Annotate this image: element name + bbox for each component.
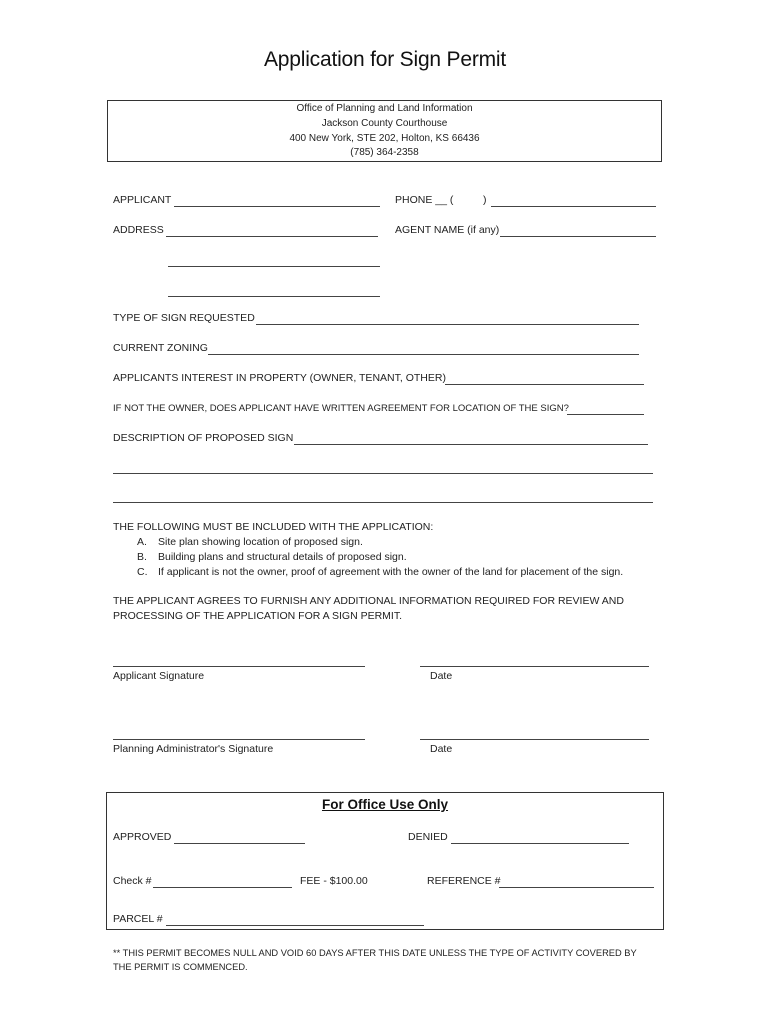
fee-label: FEE - $100.00 [300, 875, 368, 887]
applicant-label: APPLICANT [113, 194, 172, 206]
office-use-box [106, 792, 664, 930]
footer-note-line-1: ** THIS PERMIT BECOMES NULL AND VOID 60 DAYS AFTER THIS DATE UNLESS THE TYPE OF ACTIVITY COVERED BY [113, 948, 637, 958]
address-field-2[interactable] [168, 265, 380, 267]
office-address-box [107, 100, 662, 162]
applicant-date-field[interactable] [420, 665, 649, 667]
description-label: DESCRIPTION OF PROPOSED SIGN [113, 432, 294, 444]
requirement-item: Building plans and structural details of proposed sign. [158, 551, 407, 563]
applicant-field[interactable] [174, 205, 380, 207]
address-field-1[interactable] [166, 235, 378, 237]
agreement-line-2: PROCESSING OF THE APPLICATION FOR A SIGN PERMIT. [113, 610, 403, 622]
denied-label: DENIED [408, 831, 448, 843]
administrator-signature-field[interactable] [113, 738, 365, 740]
phone-paren: ) [483, 194, 487, 206]
written-agreement-field[interactable] [567, 413, 644, 415]
applicant-signature-label: Applicant Signature [113, 670, 205, 682]
applicant-interest-field[interactable] [445, 383, 644, 385]
parcel-field[interactable] [166, 924, 424, 926]
page-title: Application for Sign Permit [263, 48, 507, 71]
phone-label: PHONE __ ( [395, 194, 454, 206]
description-field-2[interactable] [113, 472, 653, 474]
administrator-date-field[interactable] [420, 738, 649, 740]
requirement-letter: B. [137, 551, 147, 563]
sign-type-field[interactable] [256, 323, 639, 325]
phone-field[interactable] [491, 205, 656, 207]
description-field-3[interactable] [113, 501, 653, 503]
reference-label: REFERENCE # [427, 875, 501, 887]
administrator-signature-label: Planning Administrator's Signature [113, 743, 274, 755]
agent-name-field[interactable] [500, 235, 656, 237]
office-phone: (785) 364-2358 [350, 147, 419, 158]
office-name: Office of Planning and Land Information [296, 103, 473, 114]
office-building: Jackson County Courthouse [321, 118, 448, 129]
description-field-1[interactable] [294, 443, 648, 445]
current-zoning-label: CURRENT ZONING [113, 342, 208, 354]
requirement-letter: C. [137, 566, 148, 578]
denied-field[interactable] [451, 842, 629, 844]
office-street: 400 New York, STE 202, Holton, KS 66436 [289, 133, 480, 144]
applicant-interest-label: APPLICANTS INTEREST IN PROPERTY (OWNER, TENANT, OTHER) [113, 372, 446, 384]
approved-field[interactable] [174, 842, 305, 844]
administrator-date-label: Date [430, 743, 453, 755]
reference-field[interactable] [499, 886, 654, 888]
address-field-3[interactable] [168, 295, 380, 297]
footer-note-line-2: THE PERMIT IS COMMENCED. [113, 962, 248, 972]
applicant-date-label: Date [430, 670, 453, 682]
approved-label: APPROVED [113, 831, 172, 843]
requirement-letter: A. [137, 536, 147, 548]
requirements-heading: THE FOLLOWING MUST BE INCLUDED WITH THE APPLICATION: [113, 521, 434, 533]
check-label: Check # [113, 875, 152, 887]
parcel-label: PARCEL # [113, 913, 163, 925]
agent-name-label: AGENT NAME (if any) [395, 224, 500, 236]
requirement-item: If applicant is not the owner, proof of agreement with the owner of the land for placement of the sign. [158, 566, 624, 578]
check-field[interactable] [153, 886, 292, 888]
applicant-signature-field[interactable] [113, 665, 365, 667]
sign-type-label: TYPE OF SIGN REQUESTED [113, 312, 255, 324]
requirement-item: Site plan showing location of proposed sign. [158, 536, 363, 548]
address-label: ADDRESS [113, 224, 164, 236]
agreement-line-1: THE APPLICANT AGREES TO FURNISH ANY ADDITIONAL INFORMATION REQUIRED FOR REVIEW AND [113, 595, 624, 607]
office-use-heading: For Office Use Only [321, 797, 449, 812]
current-zoning-field[interactable] [208, 353, 639, 355]
written-agreement-label: IF NOT THE OWNER, DOES APPLICANT HAVE WRITTEN AGREEMENT FOR LOCATION OF THE SIGN? [113, 403, 569, 414]
